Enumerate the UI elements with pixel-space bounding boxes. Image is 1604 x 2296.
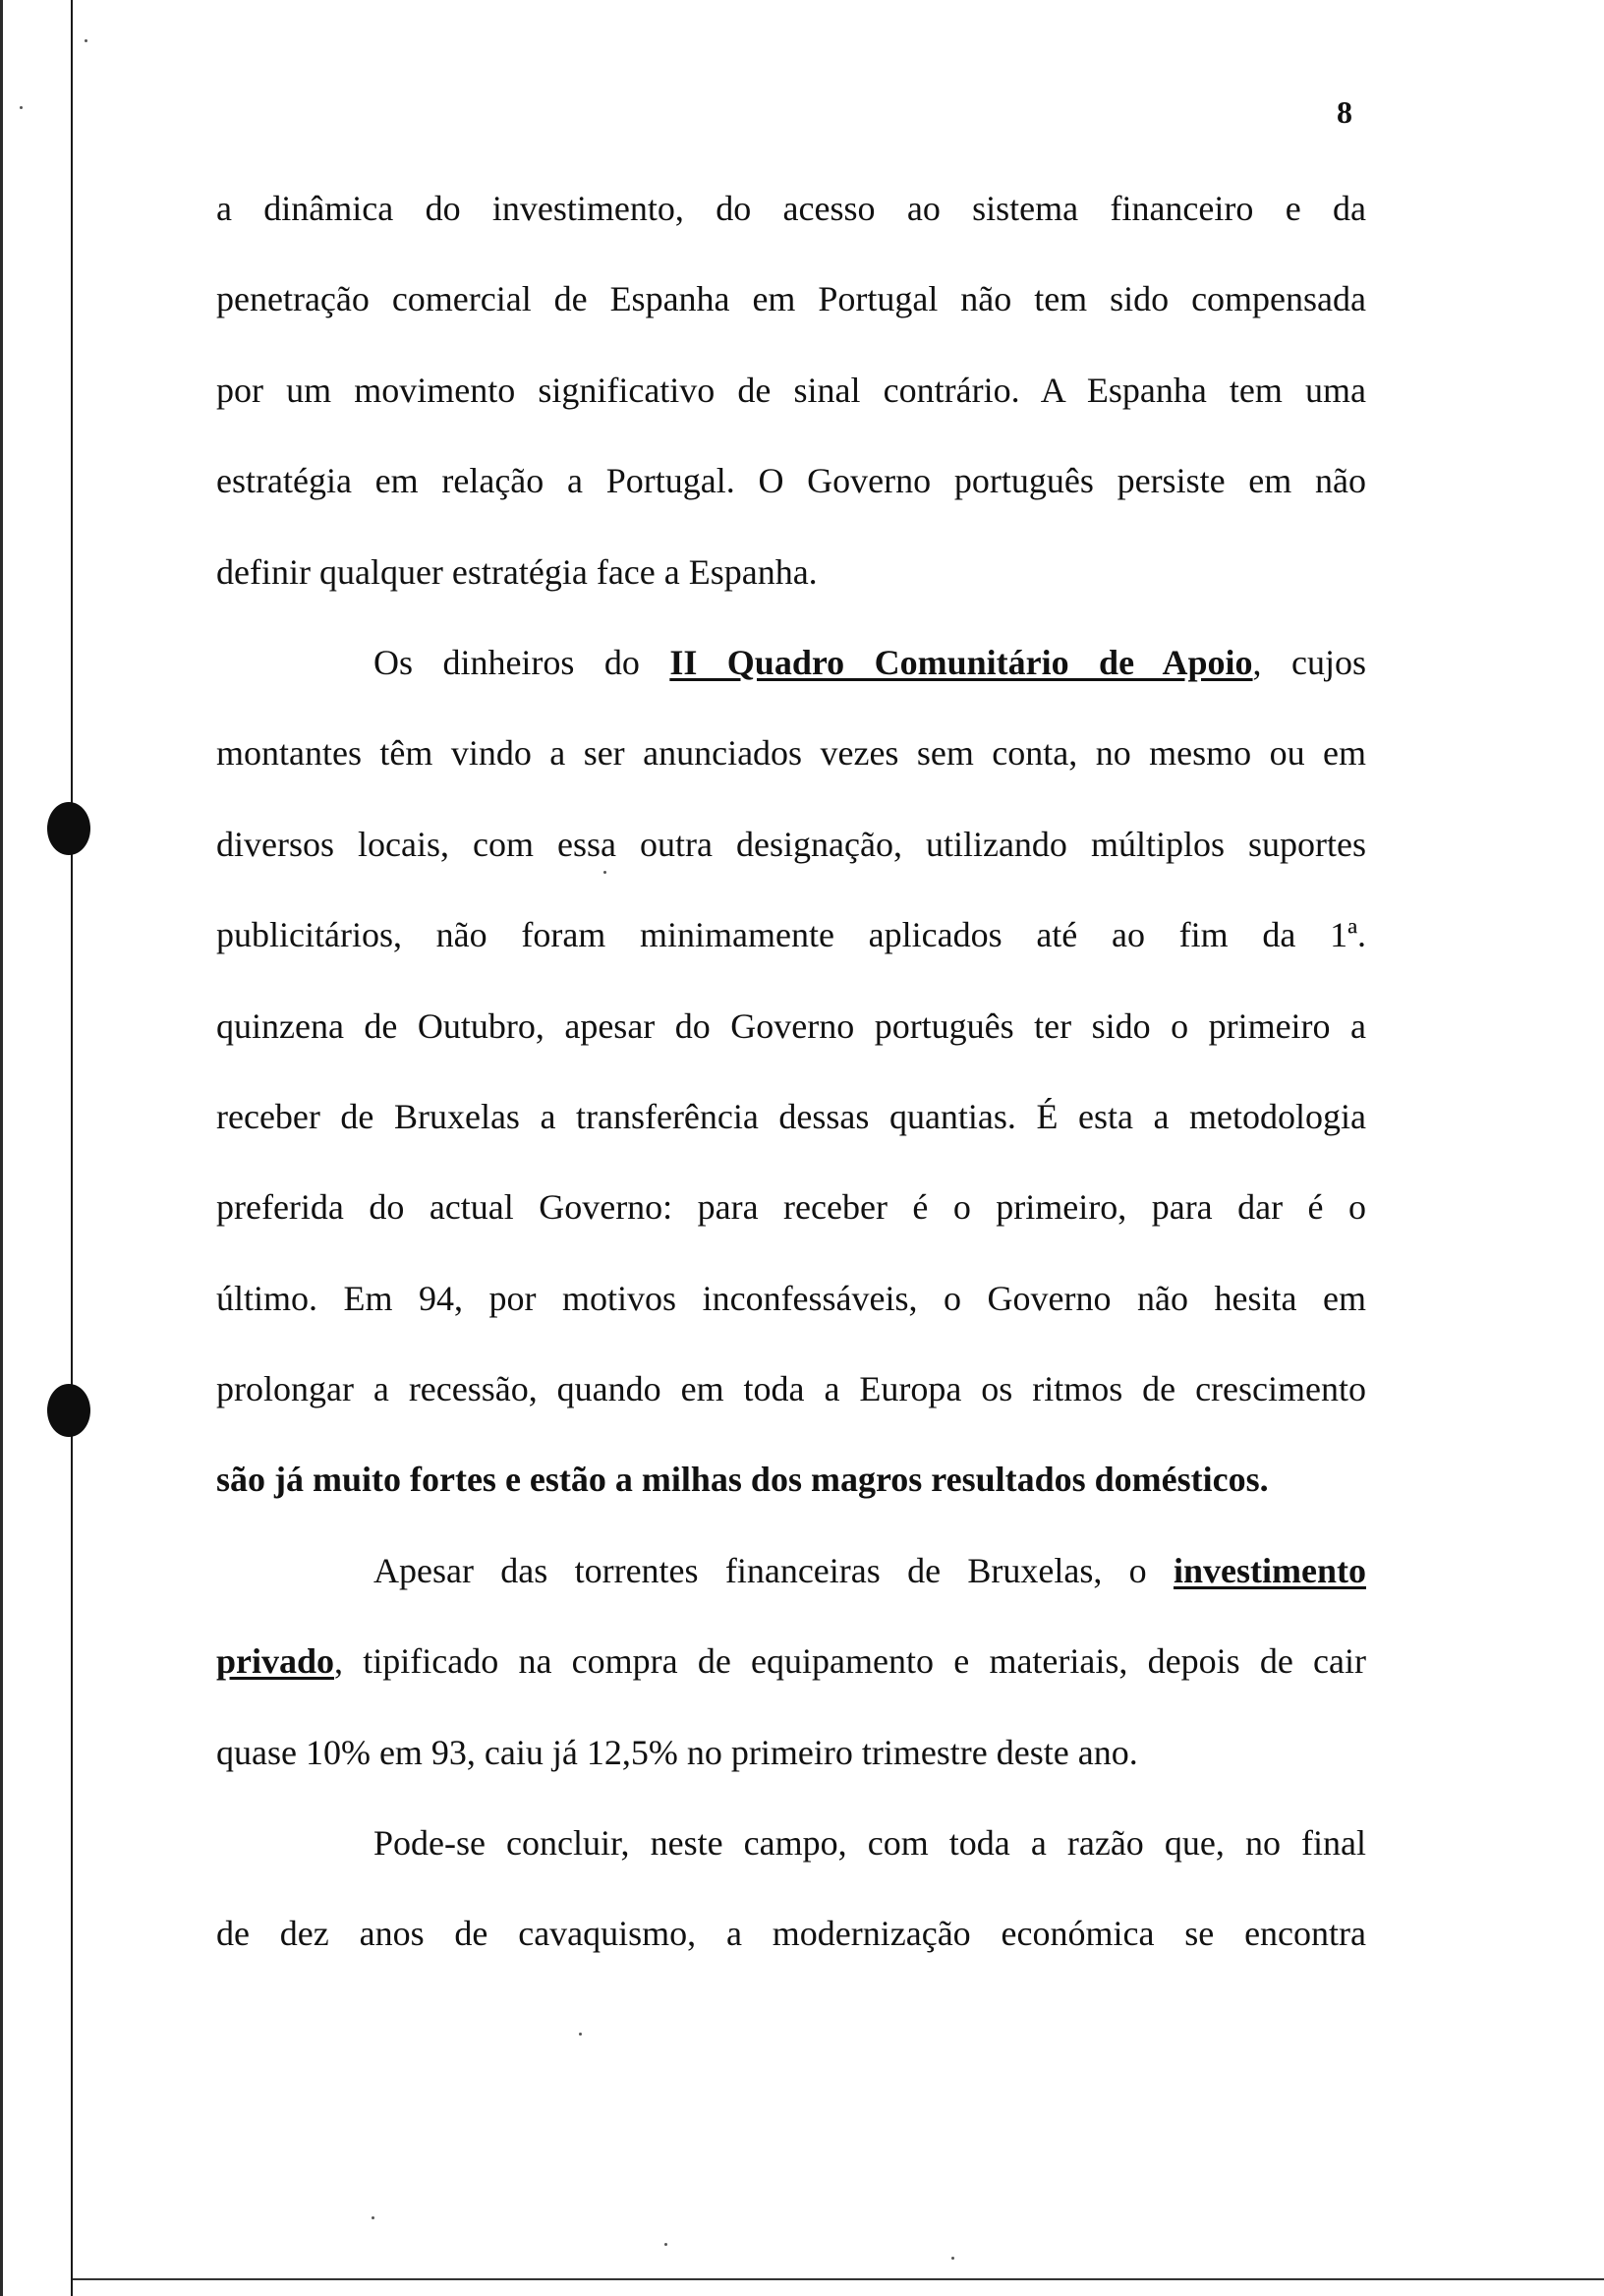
text-run: prolongar a recessão, quando em toda a Europa os ritmos de crescimento	[216, 1369, 1366, 1409]
text-run: montantes têm vindo a ser anunciados vezes sem conta, no mesmo ou em	[216, 733, 1366, 774]
page-number: 8	[1337, 94, 1352, 130]
text-run: definir qualquer estratégia face a Espanha.	[216, 551, 818, 592]
text-run: estratégia em relação a Portugal. O Governo português persiste em não	[216, 461, 1366, 501]
scan-speck	[951, 2257, 954, 2260]
text-line	[216, 254, 1366, 344]
text-run: quinzena de Outubro, apesar do Governo português ter sido o primeiro a	[216, 1005, 1366, 1046]
text-run: por um movimento significativo de sinal contrário. A Espanha tem uma	[216, 370, 1366, 410]
text-run: quase 10% em 93, caiu já 12,5% no primeiro trimestre deste ano.	[216, 1732, 1138, 1772]
text-line	[216, 1253, 1366, 1344]
text-line	[216, 799, 1366, 890]
text-line	[216, 1798, 1366, 1888]
text-run: último. Em 94, por motivos inconfessáveis, o Governo não hesita em	[216, 1278, 1366, 1318]
text-run: são já muito fortes e estão a milhas dos magros resultados domésticos.	[216, 1460, 1269, 1500]
text-run: , cujos	[1252, 642, 1366, 682]
text-line	[216, 708, 1366, 798]
punch-hole-upper	[47, 802, 90, 855]
text-run: de dez anos de cavaquismo, a modernização económica se encontra	[216, 1914, 1366, 1954]
scan-speck	[579, 2033, 582, 2036]
text-run: Os dinheiros do	[373, 642, 670, 682]
text-run: receber de Bruxelas a transferência dessas quantias. É esta a metodologia	[216, 1096, 1366, 1136]
text-line	[216, 981, 1366, 1071]
text-line	[216, 435, 1366, 526]
text-run: Apesar das torrentes financeiras de Bruxelas, o	[373, 1550, 1174, 1590]
text-run: publicitários, não foram minimamente aplicados até ao fim da 1ª.	[216, 915, 1366, 955]
text-line	[216, 345, 1366, 435]
emphasized-term: II Quadro Comunitário de Apoio	[669, 642, 1253, 682]
text-run: , tipificado na compra de equipamento e materiais, depois de cair	[334, 1641, 1366, 1682]
punch-hole-lower	[47, 1384, 90, 1437]
text-line	[216, 617, 1366, 708]
text-line	[216, 890, 1366, 980]
text-line	[216, 1434, 1366, 1524]
scan-speck	[372, 2216, 374, 2219]
text-line	[216, 527, 1366, 617]
text-line	[216, 1616, 1366, 1706]
text-line	[216, 1344, 1366, 1434]
bottom-border-line	[73, 2278, 1604, 2280]
text-run: preferida do actual Governo: para receber é o primeiro, para dar é o	[216, 1187, 1366, 1228]
text-run: penetração comercial de Espanha em Portugal não tem sido compensada	[216, 279, 1366, 319]
text-line	[216, 1162, 1366, 1252]
page-body-text	[216, 163, 1366, 1980]
scan-speck	[664, 2243, 667, 2246]
text-line	[216, 1525, 1366, 1616]
scan-speck	[85, 39, 87, 42]
text-run: Pode-se concluir, neste campo, com toda a razão que, no final	[373, 1823, 1366, 1864]
scan-left-edge	[0, 0, 3, 2296]
emphasized-term: privado	[216, 1641, 335, 1682]
text-line	[216, 1888, 1366, 1979]
text-line	[216, 163, 1366, 254]
emphasized-term: investimento	[1174, 1550, 1366, 1590]
text-run: diversos locais, com essa outra designação, utilizando múltiplos suportes	[216, 824, 1366, 864]
text-line	[216, 1071, 1366, 1162]
text-run: a dinâmica do investimento, do acesso ao sistema financeiro e da	[216, 189, 1366, 228]
margin-line	[71, 0, 73, 2296]
scan-speck	[20, 106, 23, 109]
text-line	[216, 1707, 1366, 1798]
